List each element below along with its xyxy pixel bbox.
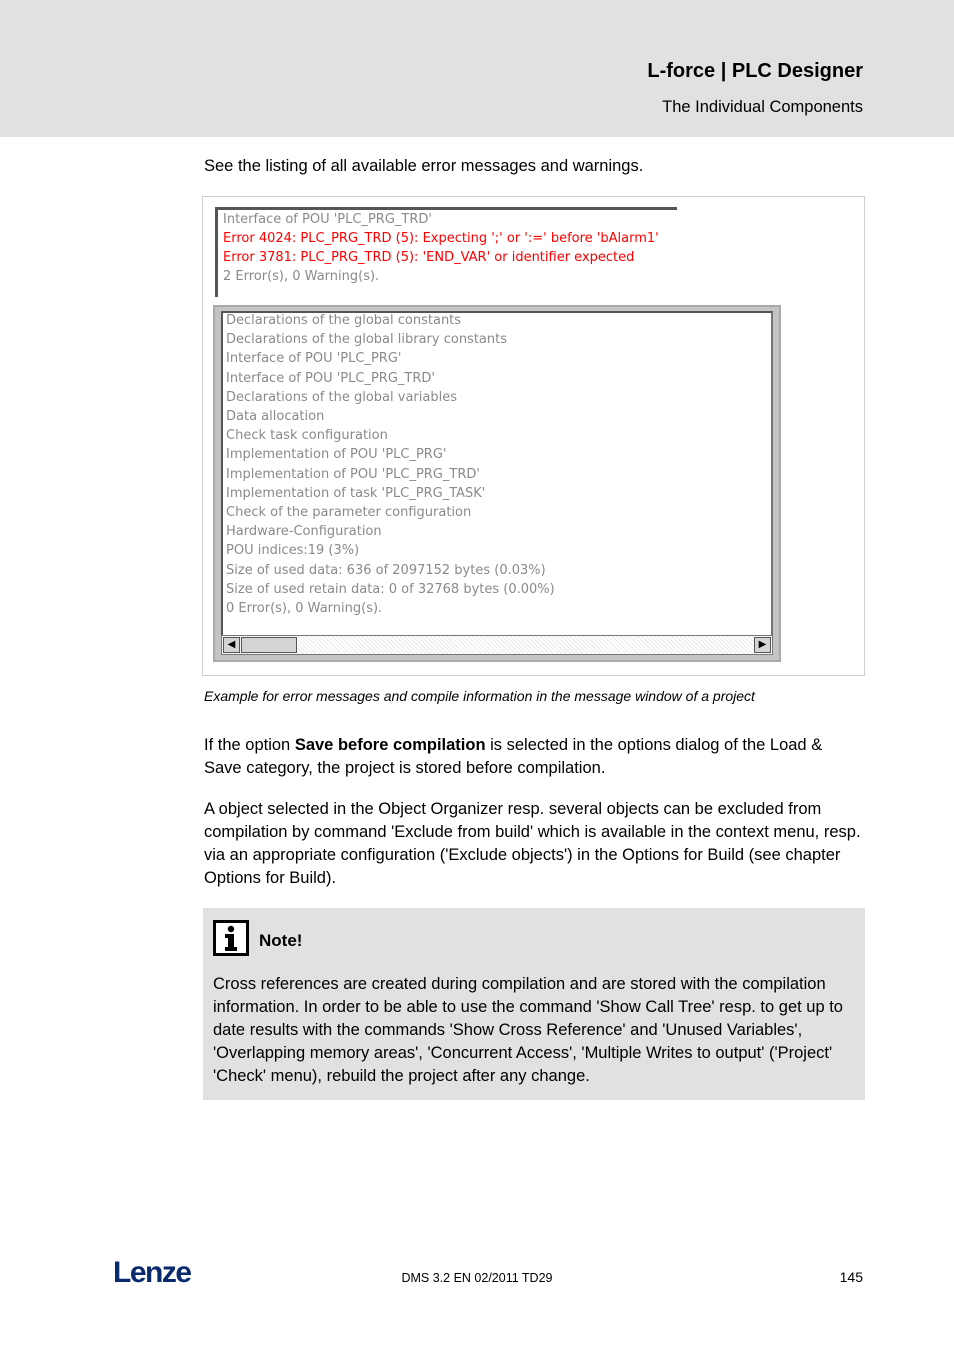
para-text: is selected in the options dialog of the Load & Save category, the project is stored before compilation.	[204, 736, 823, 777]
scrollbar-thumb[interactable]	[241, 637, 297, 653]
error-line: Error 4024: PLC_PRG_TRD (5): Expecting ';' or ':=' before 'bAlarm1'	[223, 231, 659, 246]
list-item: Declarations of the global library constants	[226, 332, 508, 348]
list-item: Implementation of task 'PLC_PRG_TASK'	[226, 485, 486, 501]
save-option-paragraph	[204, 734, 864, 780]
list-item: Check of the parameter configuration	[226, 505, 472, 520]
para-text: If the option	[204, 736, 295, 754]
list-item: POU indices:19 (3%)	[226, 543, 360, 559]
header-subtitle: The Individual Components	[662, 98, 863, 116]
list-item: Size of used data: 636 of 2097152 bytes (0.03%)	[226, 562, 546, 578]
horizontal-scrollbar[interactable]	[221, 635, 773, 655]
error-line: Error 3781: PLC_PRG_TRD (5): 'END_VAR' or identifier expected	[223, 250, 635, 265]
figure-caption: Example for error messages and compile information in the message window of a project	[204, 688, 755, 704]
scroll-left-arrow-icon[interactable]: ◀	[223, 637, 240, 653]
list-item: 0 Error(s), 0 Warning(s).	[226, 601, 383, 616]
compile-info-window	[213, 305, 781, 662]
list-item: Hardware-Configuration	[226, 524, 382, 540]
list-item: Implementation of POU 'PLC_PRG_TRD'	[226, 466, 480, 482]
note-box	[203, 908, 865, 1100]
intro-paragraph: See the listing of all available error messages and warnings.	[204, 157, 644, 175]
list-item: Check task configuration	[226, 428, 388, 444]
option-name: Save before compilation	[294, 736, 486, 754]
list-item: Interface of POU 'PLC_PRG'	[226, 351, 402, 367]
page-header	[0, 0, 954, 137]
info-icon	[213, 920, 249, 956]
header-title: L-force | PLC Designer	[647, 60, 863, 82]
message-line: 2 Error(s), 0 Warning(s).	[223, 269, 380, 284]
error-message-window[interactable]	[215, 207, 677, 297]
message-window-figure	[202, 196, 865, 676]
list-item: Size of used retain data: 0 of 32768 bytes (0.00%)	[226, 581, 555, 597]
list-item: Interface of POU 'PLC_PRG_TRD'	[226, 370, 435, 386]
list-item: Declarations of the global variables	[226, 389, 457, 405]
lenze-logo: Lenze	[113, 1256, 191, 1289]
note-text: Cross references are created during compilation and are stored with the compilation information. In order to be able to use the command 'Show Call Tree' resp. to get up to date results with the commands 'Show Cross Reference' and 'Unused Variables', 'Overlapping memory areas', 'Concurrent Access', 'Multiple Writes to output' ('Project' 'Check' menu), rebuild the project after any change.	[213, 975, 843, 1085]
list-item: Implementation of POU 'PLC_PRG'	[226, 447, 447, 463]
note-title: Note!	[259, 931, 303, 950]
scroll-right-arrow-icon[interactable]: ▶	[754, 637, 771, 653]
message-line: Interface of POU 'PLC_PRG_TRD'	[223, 212, 432, 227]
list-item: Declarations of the global constants	[226, 313, 462, 328]
footer-document-id: DMS 3.2 EN 02/2011 TD29	[401, 1271, 553, 1285]
page-number: 145	[839, 1269, 863, 1285]
exclude-paragraph: A object selected in the Object Organizer resp. several objects can be excluded from compilation by command 'Exclude from build' which is available in the context menu, resp. via an appropriate configuration ('Exclude objects') in the Options for Build (see chapter Options for Build).	[204, 800, 861, 887]
list-item: Data allocation	[226, 409, 325, 424]
compile-info-list[interactable]	[221, 311, 773, 635]
